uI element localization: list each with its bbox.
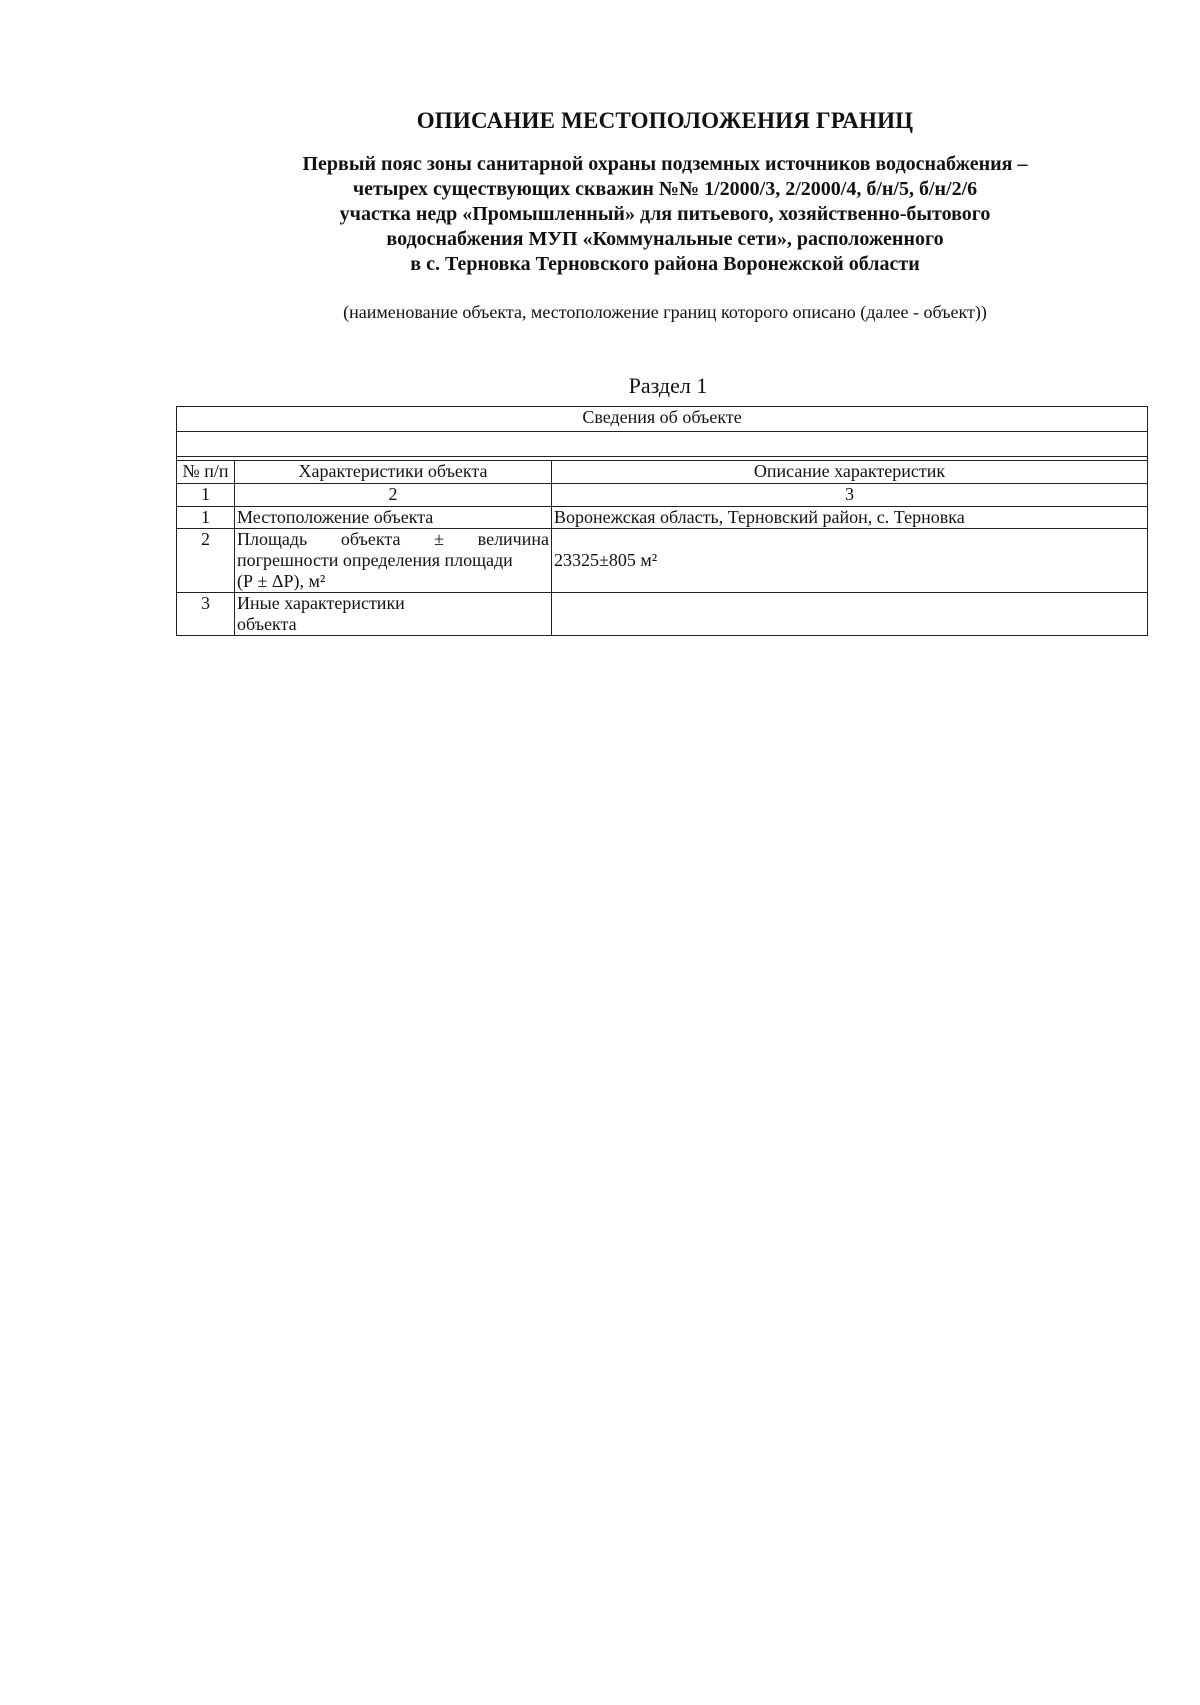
header-characteristic: Характеристики объекта: [235, 461, 552, 484]
column-number: 3: [552, 484, 1148, 507]
row-characteristic: [235, 593, 552, 636]
row-description: Воронежская область, Терновский район, с. Терновка: [552, 507, 1148, 529]
table-caption: Сведения об объекте: [177, 407, 1148, 432]
column-number: 2: [235, 484, 552, 507]
object-description: [0, 152, 1200, 277]
table-header-row: [177, 461, 1148, 484]
column-number-row: [177, 484, 1148, 507]
section-title: Раздел 1: [628, 373, 708, 398]
object-caption: (наименование объекта, местоположение границ которого описано (далее - объект)): [343, 302, 987, 322]
row-number: 3: [177, 593, 235, 636]
header-number: № п/п: [177, 461, 235, 484]
row-description: [552, 593, 1148, 636]
table-row: [177, 593, 1148, 636]
row-description: 23325±805 м²: [552, 529, 1148, 593]
row-characteristic: [235, 529, 552, 593]
header-description: Описание характеристик: [552, 461, 1148, 484]
characteristic-line: погрешности определения площади: [237, 550, 513, 570]
document-title: ОПИСАНИЕ МЕСТОПОЛОЖЕНИЯ ГРАНИЦ: [416, 108, 914, 133]
row-characteristic: Местоположение объекта: [235, 507, 552, 529]
characteristic-line: Площадь объекта ± величина: [237, 529, 549, 549]
blank-cell: [177, 432, 1148, 457]
characteristic-line: Иные характеристики: [237, 593, 405, 613]
column-number: 1: [177, 484, 235, 507]
subtitle-line: Первый пояс зоны санитарной охраны подземных источников водоснабжения –: [302, 153, 1028, 175]
table-caption-row: [177, 407, 1148, 432]
table-row: [177, 529, 1148, 593]
object-info-table: [176, 406, 1148, 636]
characteristic-line: (Р ± ΔР), м²: [237, 571, 326, 591]
subtitle-line: участка недр «Промышленный» для питьевого, хозяйственно-бытового: [339, 203, 991, 225]
table-row: [177, 507, 1148, 529]
row-number: 2: [177, 529, 235, 593]
row-number: 1: [177, 507, 235, 529]
subtitle-line: в с. Терновка Терновского района Воронежской области: [410, 253, 920, 275]
characteristic-line: объекта: [237, 614, 297, 634]
table-blank-row: [177, 432, 1148, 457]
subtitle-line: четырех существующих скважин №№ 1/2000/3, 2/2000/4, б/н/5, б/н/2/6: [352, 178, 978, 200]
subtitle-line: водоснабжения МУП «Коммунальные сети», расположенного: [386, 228, 944, 250]
